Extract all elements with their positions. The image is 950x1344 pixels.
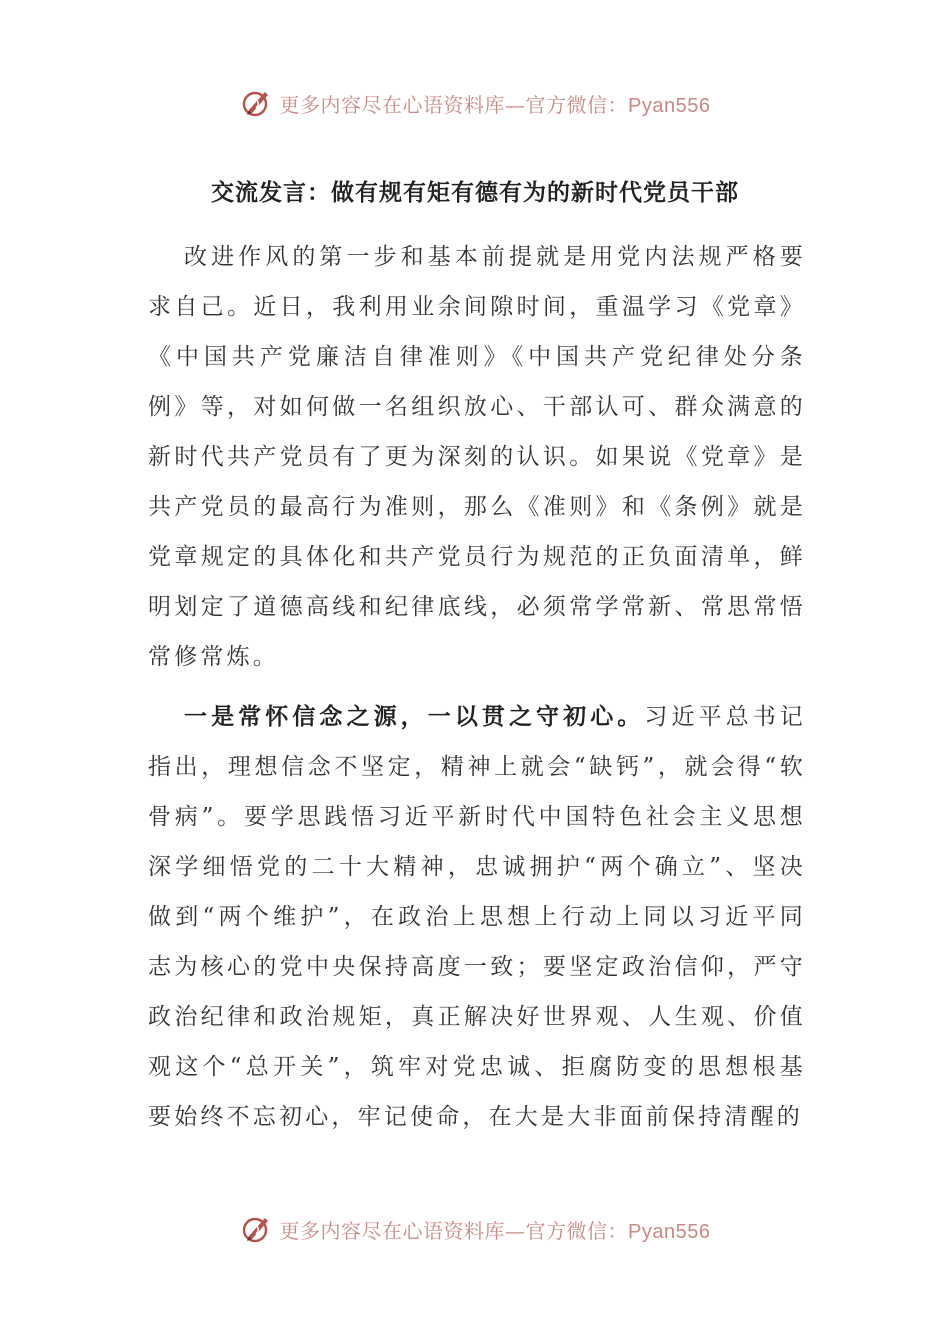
paragraph-intro: 改进作风的第一步和基本前提就是用党内法规严格要求自己。近日，我利用业余间隙时间，重温学习《党章》《中国共产党廉洁自律准则》《中国共产党纪律处分条例》等，对如何做一名组织放心、干部认可、群众满意的新时代共产党员有了更为深刻的认识。如果说《党章》是共产党员的最高行为准则，那么《准则》和《条例》就是党章规定的具体化和共产党员行为规范的正负面清单，鲜明划定了道德高线和纪律底线，必须常学常新、常思常悟常修常炼。 xyxy=(148,244,806,670)
footer-watermark xyxy=(0,1209,950,1249)
document-title: 交流发言：做有规有矩有德有为的新时代党员干部 xyxy=(211,179,739,206)
paragraph-body: 习近平总书记指出，理想信念不坚定，精神上就会“缺钙”，就会得“软骨病”。要学思践悟习近平新时代中国特色社会主义思想深学细悟党的二十大精神，忠诚拥护“两个确立”、坚决做到“两个维护”，在政治上思想上行动上同以习近平同志为核心的党中央保持高度一致；要坚定政治信仰，严守政治纪律和政治规矩，真正解决好世界观、人生观、价值观这个“总开关”，筑牢对党忠诚、拒腐防变的思想根基要始终不忘初心，牢记使命，在大是大非面前保持清醒的 xyxy=(148,704,806,1130)
header-watermark xyxy=(0,83,950,123)
watermark-text xyxy=(280,1215,711,1244)
watermark-main: 更多内容尽在心语资料库—官方微信： xyxy=(279,1218,629,1243)
pen-circle-icon xyxy=(240,1212,274,1246)
pen-circle-icon xyxy=(240,86,274,120)
watermark-id: Pyan556 xyxy=(628,1220,711,1243)
watermark-main: 更多内容尽在心语资料库—官方微信： xyxy=(279,92,629,117)
paragraph-point-one xyxy=(148,692,806,1142)
watermark-id: Pyan556 xyxy=(628,94,711,117)
watermark-text xyxy=(280,89,711,118)
paragraph-lead: 一是常怀信念之源，一以贯之守初心。 xyxy=(184,703,645,730)
